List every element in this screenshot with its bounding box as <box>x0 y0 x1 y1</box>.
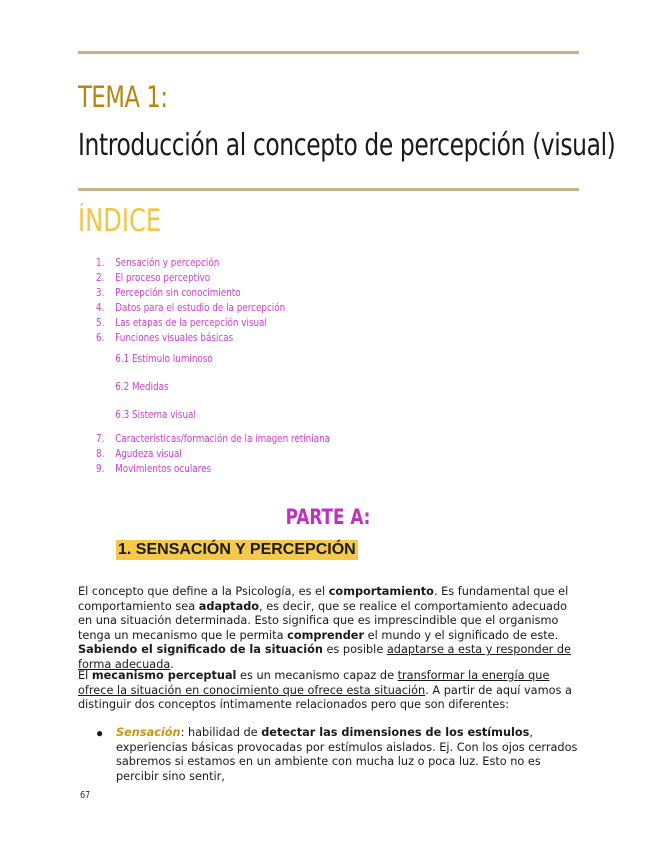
table-of-contents <box>96 255 516 476</box>
toc-item[interactable]: 1. Sensación y percepción <box>96 256 220 269</box>
toc-item[interactable]: 5. Las etapas de la percepción visual <box>96 316 267 329</box>
index-heading: ÍNDICE <box>78 203 162 239</box>
paragraph: El concepto que define a la Psicología, es el comportamiento. Es fundamental que el comportamiento sea adaptado, es decir, que se realice el comportamiento adecuado en una situación determinada. Esto significa que es imprescindible que el organismo tenga un mecanismo que le permita comprender el mundo y el significado de este. Sabiendo el significado de la situación es posible adaptarse a esta y responder de forma adecuada. <box>78 585 572 671</box>
top-divider <box>78 51 579 54</box>
toc-item[interactable]: 3. Percepción sin conocimiento <box>96 286 241 299</box>
toc-item[interactable]: 6. Funciones visuales básicas <box>96 331 234 344</box>
toc-item[interactable]: 4. Datos para el estudio de la percepción <box>96 301 286 314</box>
toc-subitem[interactable]: 6.1 Estímulo luminoso <box>115 352 213 365</box>
bullet-item: Sensación: habilidad de detectar las dimensiones de los estímulos, experiencias básicas provocadas por estímulos aislados. Ej. Con los ojos cerrados sabremos si estamos en un ambiente con mucha luz o poca luz. Esto no es percibir sino sentir, <box>116 726 578 783</box>
tema-heading: TEMA 1: <box>78 80 168 114</box>
toc-item[interactable]: 2. El proceso perceptivo <box>96 271 211 284</box>
toc-subitem[interactable]: 6.3 Sistema visual <box>115 408 196 421</box>
bullet-icon: ● <box>96 726 104 740</box>
toc-item[interactable]: 8. Agudeza visual <box>96 447 182 460</box>
page-number: 67 <box>80 790 91 801</box>
toc-item[interactable]: 9. Movimientos oculares <box>96 462 212 475</box>
paragraph: El mecanismo perceptual es un mecanismo capaz de transformar la energía que ofrece la situación en conocimiento que ofrece esta situación. A partir de aquí vamos a distinguir dos conceptos íntimamente relacionados pero que son diferentes: <box>78 669 572 712</box>
document-subtitle: Introducción al concepto de percepción (visual) <box>78 128 616 163</box>
section-title: 1. SENSACIÓN Y PERCEPCIÓN <box>118 541 356 558</box>
part-heading: PARTE A: <box>285 505 370 529</box>
toc-item[interactable]: 7. Características/formación de la imagen retiniana <box>96 432 331 445</box>
middle-divider <box>78 188 579 191</box>
toc-subitem[interactable]: 6.2 Medidas <box>115 380 169 393</box>
